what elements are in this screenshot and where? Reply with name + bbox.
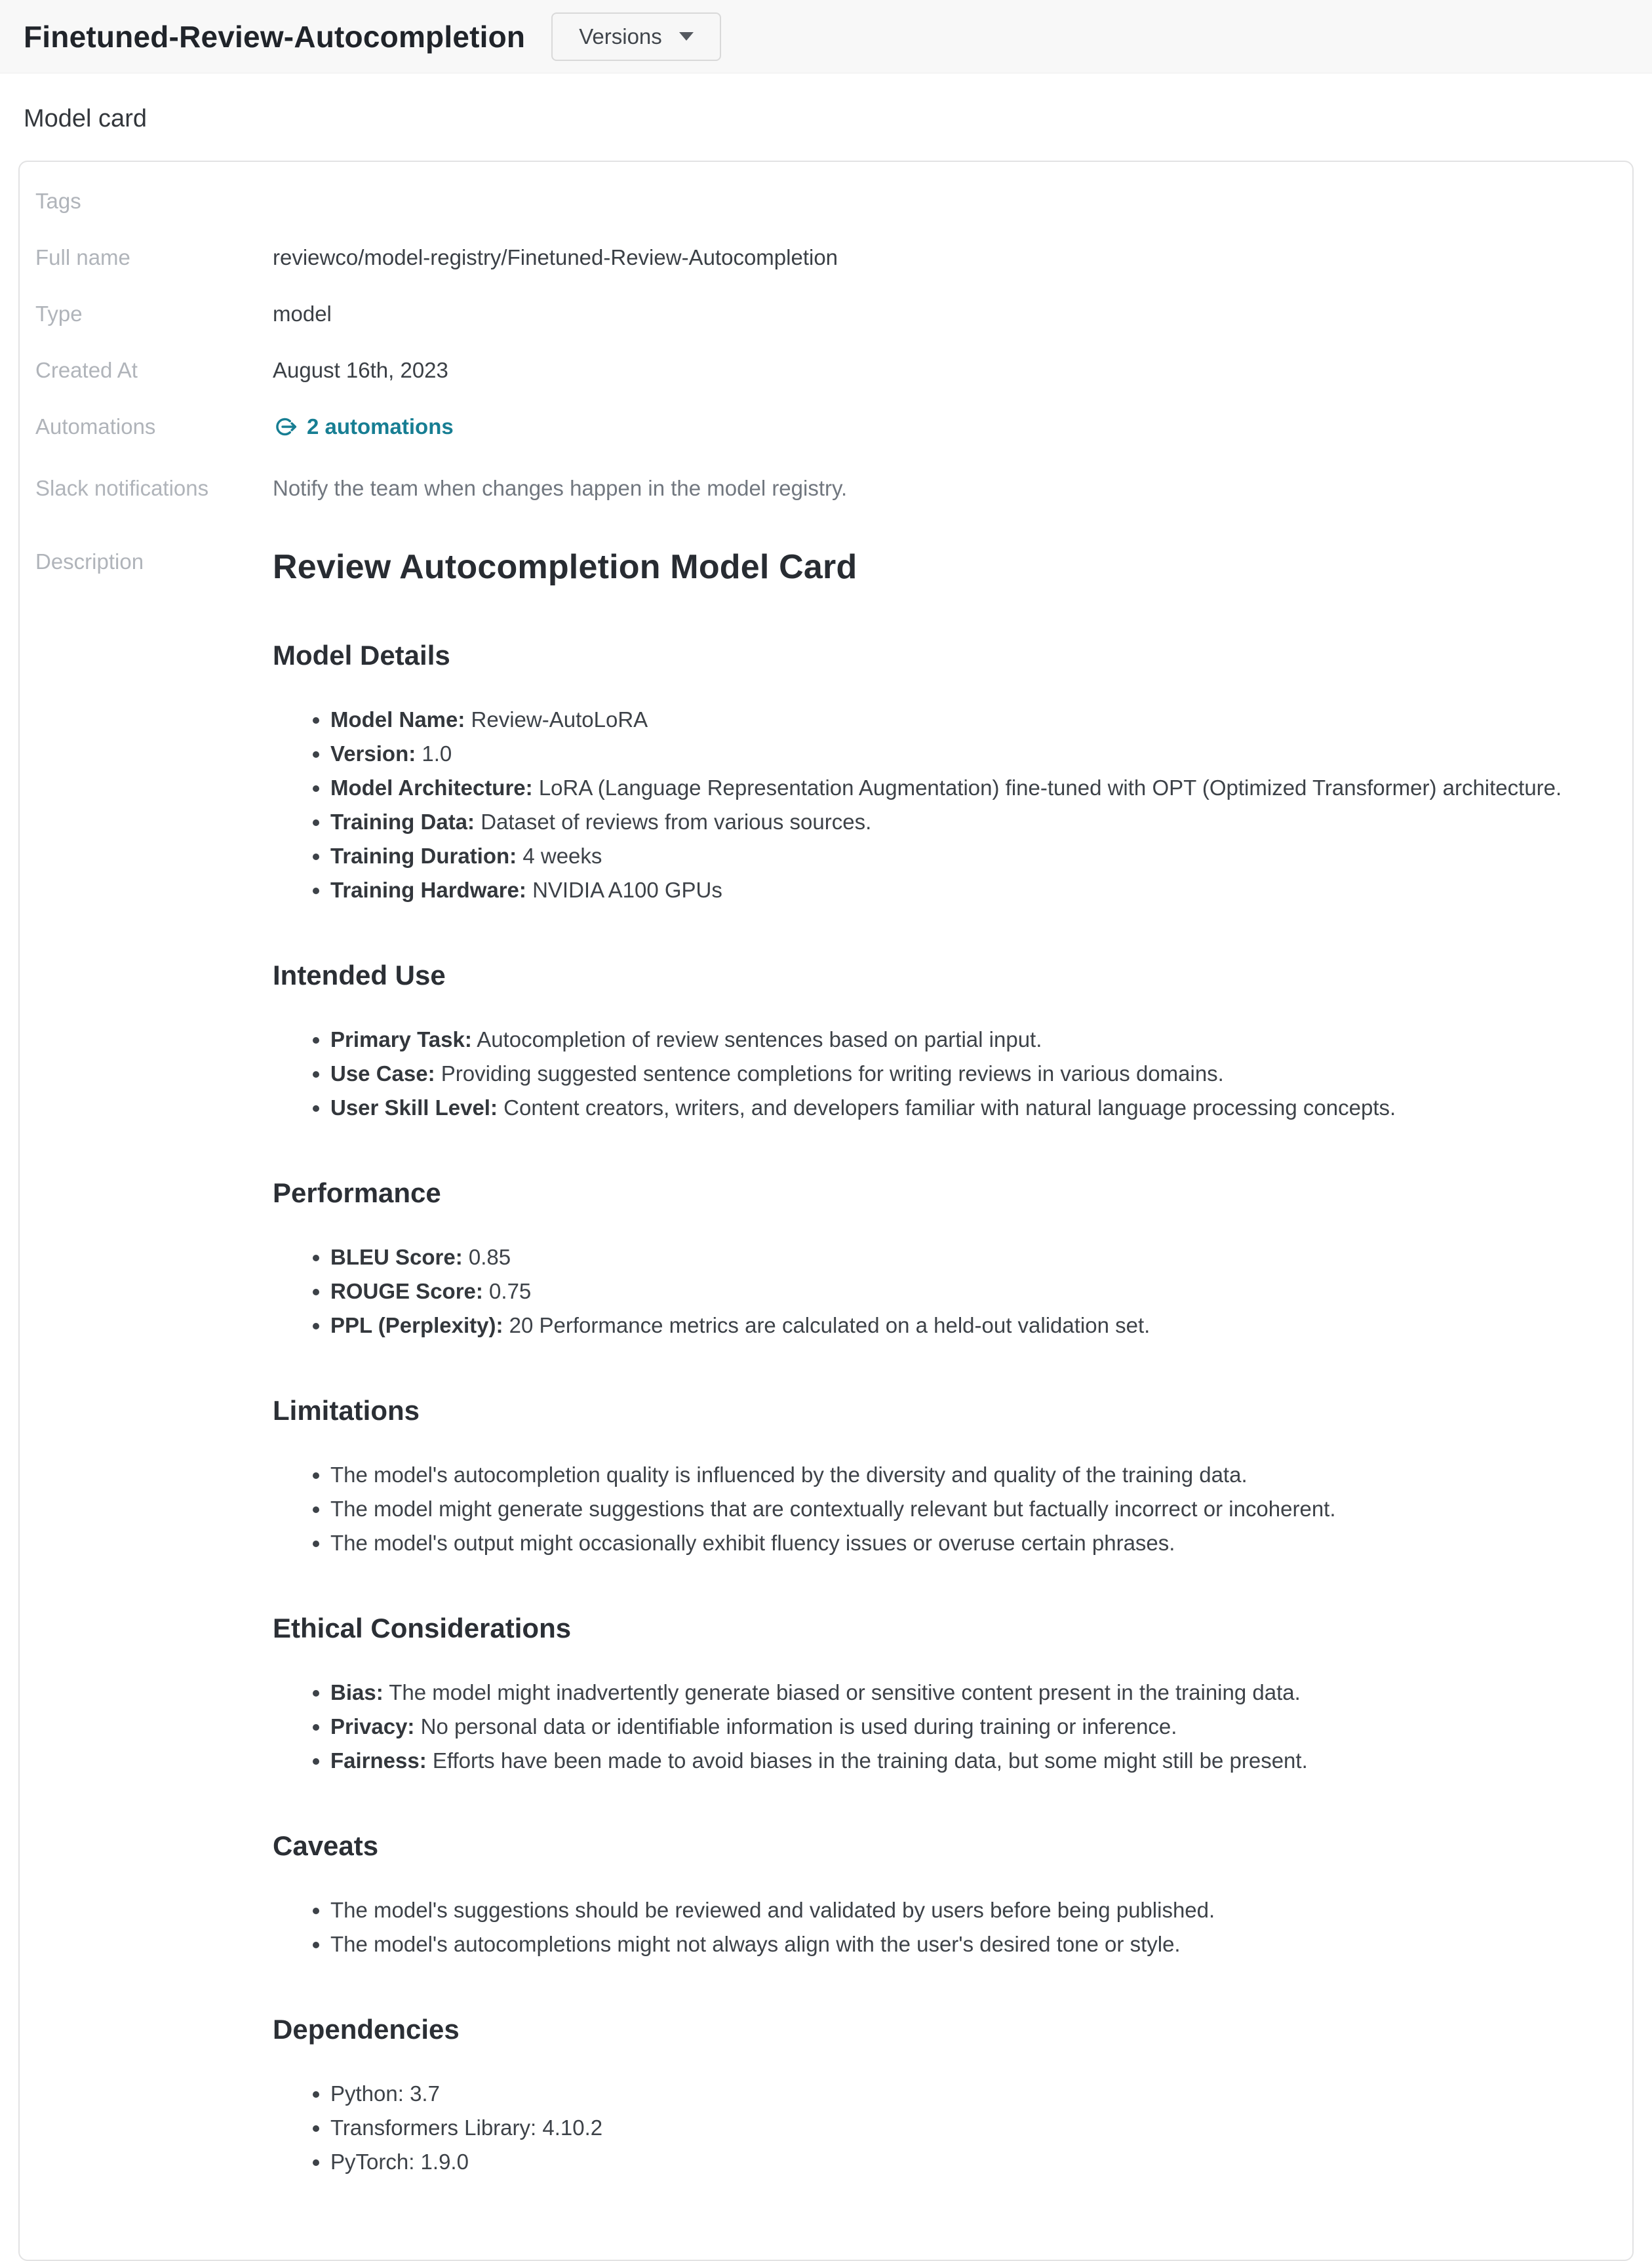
automation-icon: [273, 414, 298, 439]
list-item: • ROUGE Score: 0.75: [330, 1276, 1594, 1307]
section-heading: Intended Use: [273, 960, 446, 991]
created-at-label: Created At: [35, 358, 138, 382]
field-row-created-at: [35, 357, 1601, 383]
list-item: • The model's suggestions should be reviewed and validated by users before being published.: [330, 1895, 1594, 1925]
field-row-slack-notifications: [35, 475, 1601, 501]
list-item-term: Use Case:: [330, 1061, 435, 1086]
list-item: • User Skill Level: Content creators, writers, and developers familiar with natural language processing concepts.: [330, 1093, 1594, 1123]
list-item-term: Primary Task:: [330, 1027, 472, 1052]
list-item: • Primary Task: Autocompletion of review sentences based on partial input.: [330, 1025, 1594, 1055]
list-item: • The model's autocompletion quality is influenced by the diversity and quality of the training data.: [330, 1460, 1594, 1490]
list-item: • The model's output might occasionally exhibit fluency issues or overuse certain phrases.: [330, 1528, 1594, 1558]
list-item-term: Fairness:: [330, 1748, 427, 1773]
field-row-full-name: [35, 245, 1601, 271]
list-item: • Version: 1.0: [330, 739, 1594, 769]
versions-button[interactable]: [551, 12, 721, 61]
automations-count: 2 automations: [307, 414, 454, 439]
section-list: [273, 1242, 1594, 1341]
list-item: • Bias: The model might inadvertently generate biased or sensitive content present in the training data.: [330, 1678, 1594, 1708]
created-at-value: August 16th, 2023: [273, 358, 448, 382]
list-item-term: Version:: [330, 741, 416, 766]
section-list: [273, 1895, 1594, 1959]
type-label: Type: [35, 302, 83, 326]
section-list: [273, 705, 1594, 905]
slack-notifications-label: Slack notifications: [35, 476, 209, 500]
list-item-term: Model Name:: [330, 707, 465, 732]
tags-label: Tags: [35, 189, 81, 213]
field-row-automations: [35, 414, 1601, 445]
section-list: [273, 1678, 1594, 1776]
model-card-sections: [273, 640, 1594, 2177]
type-value: model: [273, 302, 332, 326]
list-item-term: Model Architecture:: [330, 776, 533, 800]
list-item: • Privacy: No personal data or identifiable information is used during training or inference.: [330, 1712, 1594, 1742]
full-name-value: reviewco/model-registry/Finetuned-Review-Autocompletion: [273, 245, 838, 269]
model-card-title: Review Autocompletion Model Card: [273, 548, 857, 586]
list-item: • The model might generate suggestions that are contextually relevant but factually incorrect or incoherent.: [330, 1494, 1594, 1524]
list-item: • Training Data: Dataset of reviews from various sources.: [330, 807, 1594, 837]
list-item-term: User Skill Level:: [330, 1095, 498, 1120]
model-card-panel: [18, 161, 1634, 2261]
automations-link[interactable]: [273, 414, 454, 440]
list-item: • PyTorch: 1.9.0: [330, 2147, 1594, 2177]
list-item: • Model Name: Review-AutoLoRA: [330, 705, 1594, 735]
field-row-tags: [35, 188, 1601, 214]
list-item-term: ROUGE Score:: [330, 1279, 483, 1303]
description-markdown: [273, 549, 1601, 2181]
full-name-label: Full name: [35, 245, 130, 269]
slack-notifications-value: Notify the team when changes happen in the model registry.: [273, 476, 848, 500]
section-list: [273, 1025, 1594, 1123]
list-item: • Use Case: Providing suggested sentence completions for writing reviews in various domains.: [330, 1059, 1594, 1089]
list-item: • Training Hardware: NVIDIA A100 GPUs: [330, 875, 1594, 905]
list-item-term: Privacy:: [330, 1714, 415, 1739]
section-heading: Dependencies: [273, 2014, 460, 2045]
list-item: • PPL (Perplexity): 20 Performance metrics are calculated on a held-out validation set.: [330, 1310, 1594, 1341]
list-item: • BLEU Score: 0.85: [330, 1242, 1594, 1272]
section-heading: Model Details: [273, 640, 450, 671]
list-item: • Fairness: Efforts have been made to avoid biases in the training data, but some might still be present.: [330, 1746, 1594, 1776]
list-item: • The model's autocompletions might not always align with the user's desired tone or style.: [330, 1929, 1594, 1959]
field-row-type: [35, 301, 1601, 327]
list-item: • Model Architecture: LoRA (Language Representation Augmentation) fine-tuned with OPT (Optimized Transformer) architecture.: [330, 773, 1594, 803]
list-item-term: BLEU Score:: [330, 1245, 463, 1269]
section-heading: Limitations: [273, 1395, 420, 1426]
list-item-term: Training Data:: [330, 810, 475, 834]
chevron-down-icon: [679, 32, 694, 41]
list-item-term: Bias:: [330, 1680, 384, 1704]
list-item: • Python: 3.7: [330, 2079, 1594, 2109]
model-card-section-label: Model card: [24, 105, 147, 132]
page-header: [0, 0, 1652, 73]
section-list: [273, 1460, 1594, 1558]
automations-label: Automations: [35, 414, 156, 439]
description-label: Description: [35, 549, 144, 574]
list-item: • Training Duration: 4 weeks: [330, 841, 1594, 871]
registered-model-title: Finetuned-Review-Autocompletion: [24, 19, 526, 54]
section-heading: Caveats: [273, 1830, 379, 1861]
list-item: • Transformers Library: 4.10.2: [330, 2113, 1594, 2143]
list-item-term: PPL (Perplexity):: [330, 1313, 503, 1337]
section-heading: Ethical Considerations: [273, 1613, 572, 1643]
list-item-term: Training Hardware:: [330, 878, 526, 902]
section-list: [273, 2079, 1594, 2177]
list-item-term: Training Duration:: [330, 844, 517, 868]
section-heading: Performance: [273, 1177, 441, 1208]
versions-button-label: Versions: [579, 24, 662, 49]
field-row-description: [35, 549, 1601, 2181]
